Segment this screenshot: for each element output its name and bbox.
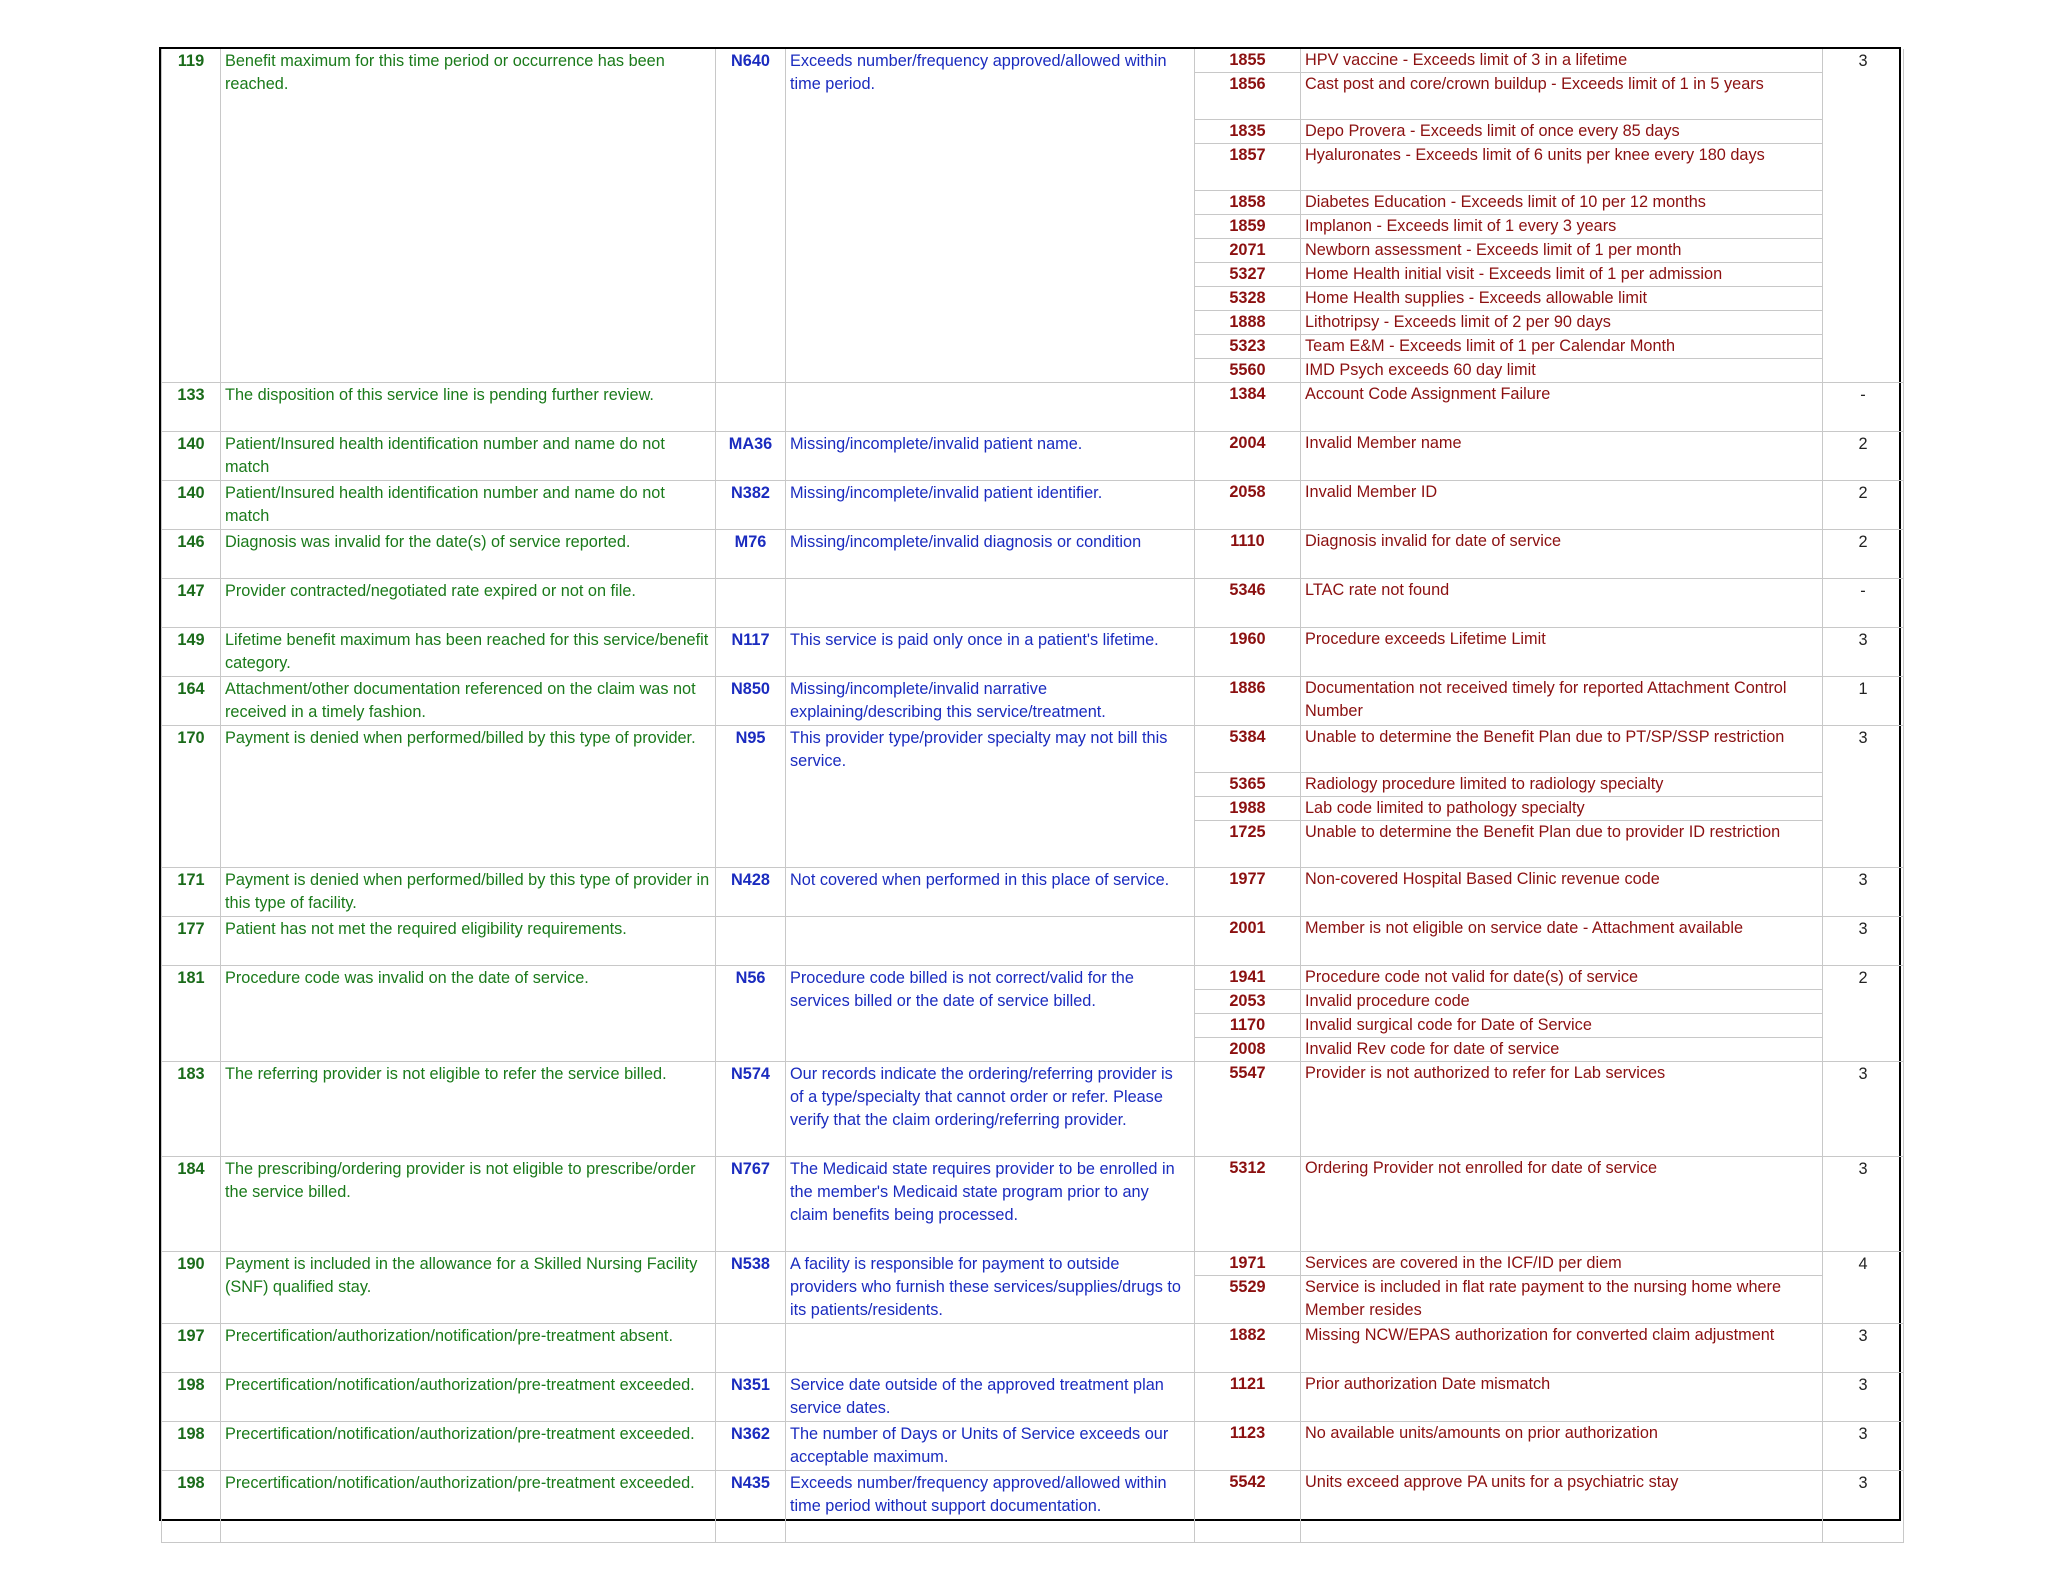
rarc-description: [786, 383, 1195, 432]
rarc-description: Not covered when performed in this place of service.: [786, 868, 1195, 917]
carc-code: 119: [162, 49, 221, 383]
edit-code: 2058: [1229, 483, 1266, 501]
priority: 3: [1823, 1324, 1904, 1373]
table-body: [162, 49, 1904, 1543]
edit-code: 5327: [1195, 263, 1300, 287]
edit-description-cell: [1301, 49, 1823, 383]
table-row: [162, 1324, 1904, 1373]
edit-description: Invalid Member ID: [1305, 483, 1438, 501]
code-table: [161, 49, 1904, 1543]
carc-description: Payment is included in the allowance for a Skilled Nursing Facility (SNF) qualified stay.: [221, 1252, 716, 1324]
edit-code: 5323: [1195, 335, 1300, 359]
edit-description-cell: [1301, 383, 1823, 432]
edit-code: 5560: [1229, 361, 1266, 379]
priority: -: [1823, 383, 1904, 432]
priority: -: [1823, 579, 1904, 628]
edit-code: 1971: [1195, 1252, 1300, 1276]
edit-description: Invalid Member name: [1305, 434, 1462, 452]
priority: 3: [1823, 917, 1904, 966]
edit-code: 2004: [1229, 434, 1266, 452]
edit-description: Cast post and core/crown buildup - Exceeds limit of 1 in 5 years: [1301, 73, 1822, 120]
priority: 3: [1823, 1422, 1904, 1471]
rarc-code: N850: [716, 677, 786, 726]
priority: 2: [1823, 530, 1904, 579]
edit-code: 2071: [1195, 239, 1300, 263]
carc-code: 140: [162, 481, 221, 530]
edit-description-cell: [1301, 726, 1823, 868]
edit-code-cell: [1195, 530, 1301, 579]
carc-description: Provider contracted/negotiated rate expired or not on file.: [221, 579, 716, 628]
edit-code: 2008: [1229, 1040, 1266, 1058]
edit-description-cell: [1301, 530, 1823, 579]
carc-description: Precertification/notification/authorization/pre-treatment exceeded.: [221, 1373, 716, 1422]
edit-description-cell: [1301, 917, 1823, 966]
carc-code: 171: [162, 868, 221, 917]
table-row: [162, 49, 1904, 383]
priority: 2: [1823, 432, 1904, 481]
carc-description: Patient has not met the required eligibility requirements.: [221, 917, 716, 966]
edit-description: Unable to determine the Benefit Plan due to provider ID restriction: [1305, 823, 1781, 841]
edit-code-cell: [1195, 868, 1301, 917]
carc-description: Procedure code was invalid on the date of service.: [221, 966, 716, 1062]
carc-code: 198: [162, 1373, 221, 1422]
edit-code-cell: [1195, 628, 1301, 677]
edit-description-cell: [1301, 628, 1823, 677]
priority: 1: [1823, 677, 1904, 726]
edit-description: Lab code limited to pathology specialty: [1301, 797, 1822, 821]
edit-code-cell: [1195, 1252, 1301, 1324]
carc-description: Payment is denied when performed/billed by this type of provider in this type of facility.: [221, 868, 716, 917]
edit-description: Implanon - Exceeds limit of 1 every 3 years: [1301, 215, 1822, 239]
table-row: [162, 1373, 1904, 1422]
edit-code: 2001: [1229, 919, 1266, 937]
rarc-description: Exceeds number/frequency approved/allowed within time period.: [786, 49, 1195, 383]
rarc-description: The Medicaid state requires provider to be enrolled in the member's Medicaid state program prior to any claim benefits being processed.: [786, 1157, 1195, 1252]
carc-description: Precertification/notification/authorization/pre-treatment exceeded.: [221, 1471, 716, 1543]
rarc-code: N56: [716, 966, 786, 1062]
edit-code: 1941: [1195, 966, 1300, 990]
edit-description: Radiology procedure limited to radiology specialty: [1301, 773, 1822, 797]
edit-code: 1977: [1229, 870, 1266, 888]
rarc-code: N382: [716, 481, 786, 530]
rarc-code: N767: [716, 1157, 786, 1252]
edit-description-cell: [1301, 432, 1823, 481]
edit-code: 1121: [1229, 1375, 1266, 1393]
priority: 4: [1823, 1252, 1904, 1324]
edit-code: 1856: [1195, 73, 1300, 120]
edit-code: 5384: [1195, 726, 1300, 773]
carc-code: 146: [162, 530, 221, 579]
rarc-code: N428: [716, 868, 786, 917]
edit-description-cell: [1301, 1252, 1823, 1324]
carc-description: Attachment/other documentation referenced on the claim was not received in a timely fashion.: [221, 677, 716, 726]
edit-description: LTAC rate not found: [1305, 581, 1450, 599]
priority: 3: [1823, 1373, 1904, 1422]
edit-description: Procedure exceeds Lifetime Limit: [1305, 630, 1546, 648]
carc-code: 177: [162, 917, 221, 966]
edit-description: Diabetes Education - Exceeds limit of 10 per 12 months: [1301, 191, 1822, 215]
rarc-description: Missing/incomplete/invalid patient identifier.: [786, 481, 1195, 530]
carc-description: The referring provider is not eligible to refer the service billed.: [221, 1062, 716, 1157]
rarc-description: [786, 579, 1195, 628]
edit-code: 1988: [1195, 797, 1300, 821]
edit-code-cell: [1195, 579, 1301, 628]
edit-code: 1384: [1229, 385, 1266, 403]
edit-code: 1888: [1195, 311, 1300, 335]
table-row: [162, 579, 1904, 628]
carc-description: Diagnosis was invalid for the date(s) of service reported.: [221, 530, 716, 579]
edit-description: Invalid surgical code for Date of Service: [1301, 1014, 1822, 1038]
carc-description: The disposition of this service line is pending further review.: [221, 383, 716, 432]
edit-description: Account Code Assignment Failure: [1305, 385, 1551, 403]
edit-code: 5542: [1229, 1473, 1266, 1491]
table-row: [162, 628, 1904, 677]
edit-code-cell: [1195, 49, 1301, 383]
edit-description-cell: [1301, 1157, 1823, 1252]
adjustment-code-table: [159, 47, 1901, 1521]
priority: 3: [1823, 49, 1904, 383]
rarc-description: This provider type/provider specialty may not bill this service.: [786, 726, 1195, 868]
edit-description-cell: [1301, 579, 1823, 628]
edit-description: Procedure code not valid for date(s) of service: [1301, 966, 1822, 990]
edit-code-cell: [1195, 1324, 1301, 1373]
rarc-code: N117: [716, 628, 786, 677]
edit-code-cell: [1195, 383, 1301, 432]
edit-code-cell: [1195, 726, 1301, 868]
table-row: [162, 917, 1904, 966]
rarc-code: N95: [716, 726, 786, 868]
edit-code-cell: [1195, 1157, 1301, 1252]
carc-code: 183: [162, 1062, 221, 1157]
edit-description: Diagnosis invalid for date of service: [1305, 532, 1562, 550]
rarc-code: N538: [716, 1252, 786, 1324]
edit-description-cell: [1301, 966, 1823, 1062]
table-row: [162, 868, 1904, 917]
edit-description-cell: [1301, 1471, 1823, 1543]
carc-code: 181: [162, 966, 221, 1062]
edit-description: Invalid procedure code: [1301, 990, 1822, 1014]
carc-description: Lifetime benefit maximum has been reached for this service/benefit category.: [221, 628, 716, 677]
carc-description: Precertification/authorization/notification/pre-treatment absent.: [221, 1324, 716, 1373]
edit-code: 1882: [1229, 1326, 1266, 1344]
edit-description: Team E&M - Exceeds limit of 1 per Calendar Month: [1301, 335, 1822, 359]
edit-description: Provider is not authorized to refer for Lab services: [1305, 1064, 1666, 1082]
rarc-description: Service date outside of the approved treatment plan service dates.: [786, 1373, 1195, 1422]
priority: 3: [1823, 1471, 1904, 1543]
rarc-code: [716, 1324, 786, 1373]
carc-description: Patient/Insured health identification number and name do not match: [221, 432, 716, 481]
edit-description: Unable to determine the Benefit Plan due to PT/SP/SSP restriction: [1301, 726, 1822, 773]
edit-description: Missing NCW/EPAS authorization for converted claim adjustment: [1305, 1326, 1775, 1344]
table-row: [162, 1062, 1904, 1157]
carc-code: 133: [162, 383, 221, 432]
edit-description-cell: [1301, 1324, 1823, 1373]
table-row: [162, 1471, 1904, 1543]
rarc-code: N351: [716, 1373, 786, 1422]
carc-description: Patient/Insured health identification number and name do not match: [221, 481, 716, 530]
carc-description: The prescribing/ordering provider is not eligible to prescribe/order the service billed.: [221, 1157, 716, 1252]
edit-description: Documentation not received timely for reported Attachment Control Number: [1305, 679, 1787, 720]
priority: 2: [1823, 481, 1904, 530]
edit-code: 1725: [1229, 823, 1266, 841]
edit-description-cell: [1301, 1062, 1823, 1157]
edit-description: No available units/amounts on prior authorization: [1305, 1424, 1658, 1442]
rarc-code: MA36: [716, 432, 786, 481]
table-row: [162, 530, 1904, 579]
edit-description: HPV vaccine - Exceeds limit of 3 in a lifetime: [1301, 49, 1822, 73]
priority: 3: [1823, 1157, 1904, 1252]
rarc-code: [716, 579, 786, 628]
edit-code: 1859: [1195, 215, 1300, 239]
rarc-description: The number of Days or Units of Service exceeds our acceptable maximum.: [786, 1422, 1195, 1471]
edit-code: 5529: [1229, 1278, 1266, 1296]
rarc-description: This service is paid only once in a patient's lifetime.: [786, 628, 1195, 677]
edit-description-cell: [1301, 677, 1823, 726]
edit-code-cell: [1195, 966, 1301, 1062]
rarc-code: [716, 383, 786, 432]
edit-code-cell: [1195, 1062, 1301, 1157]
edit-code-cell: [1195, 917, 1301, 966]
table-row: [162, 432, 1904, 481]
rarc-description: Exceeds number/frequency approved/allowed within time period without support documentation.: [786, 1471, 1195, 1543]
table-row: [162, 1157, 1904, 1252]
edit-code: 1960: [1229, 630, 1266, 648]
edit-description: Member is not eligible on service date - Attachment available: [1305, 919, 1744, 937]
edit-code-cell: [1195, 1471, 1301, 1543]
edit-code: 1886: [1229, 679, 1266, 697]
edit-code: 5346: [1229, 581, 1266, 599]
carc-description: Benefit maximum for this time period or occurrence has been reached.: [221, 49, 716, 383]
rarc-code: M76: [716, 530, 786, 579]
edit-code: 1835: [1195, 120, 1300, 144]
rarc-code: N435: [716, 1471, 786, 1543]
table-row: [162, 1422, 1904, 1471]
rarc-description: A facility is responsible for payment to outside providers who furnish these services/supplies/drugs to its patients/residents.: [786, 1252, 1195, 1324]
edit-description: Prior authorization Date mismatch: [1305, 1375, 1551, 1393]
rarc-description: Missing/incomplete/invalid patient name.: [786, 432, 1195, 481]
priority: 2: [1823, 966, 1904, 1062]
edit-description: Hyaluronates - Exceeds limit of 6 units per knee every 180 days: [1301, 144, 1822, 191]
rarc-description: [786, 917, 1195, 966]
edit-description: Newborn assessment - Exceeds limit of 1 per month: [1301, 239, 1822, 263]
rarc-description: Missing/incomplete/invalid diagnosis or condition: [786, 530, 1195, 579]
table-row: [162, 1252, 1904, 1324]
edit-description: Services are covered in the ICF/ID per diem: [1301, 1252, 1822, 1276]
rarc-code: N574: [716, 1062, 786, 1157]
edit-description: Home Health initial visit - Exceeds limit of 1 per admission: [1301, 263, 1822, 287]
edit-code-cell: [1195, 677, 1301, 726]
edit-code: 5312: [1229, 1159, 1266, 1177]
edit-code: 5547: [1229, 1064, 1266, 1082]
edit-code-cell: [1195, 481, 1301, 530]
rarc-description: [786, 1324, 1195, 1373]
rarc-description: Procedure code billed is not correct/valid for the services billed or the date of service billed.: [786, 966, 1195, 1062]
priority: 3: [1823, 868, 1904, 917]
edit-code-cell: [1195, 432, 1301, 481]
edit-description: Non-covered Hospital Based Clinic revenue code: [1305, 870, 1660, 888]
carc-description: Precertification/notification/authorization/pre-treatment exceeded.: [221, 1422, 716, 1471]
edit-code: 1123: [1229, 1424, 1266, 1442]
rarc-code: N362: [716, 1422, 786, 1471]
table-row: [162, 383, 1904, 432]
edit-code: 5328: [1195, 287, 1300, 311]
edit-code: 5365: [1195, 773, 1300, 797]
edit-description-cell: [1301, 868, 1823, 917]
table-row: [162, 677, 1904, 726]
table-row: [162, 481, 1904, 530]
edit-description-cell: [1301, 1373, 1823, 1422]
edit-code: 1110: [1230, 532, 1265, 550]
carc-code: 164: [162, 677, 221, 726]
carc-code: 198: [162, 1471, 221, 1543]
table-row: [162, 726, 1904, 868]
edit-description-cell: [1301, 481, 1823, 530]
carc-code: 190: [162, 1252, 221, 1324]
edit-description-cell: [1301, 1422, 1823, 1471]
carc-code: 149: [162, 628, 221, 677]
edit-code: 1855: [1195, 49, 1300, 73]
rarc-code: N640: [716, 49, 786, 383]
carc-code: 198: [162, 1422, 221, 1471]
edit-code: 1170: [1195, 1014, 1300, 1038]
edit-description: Invalid Rev code for date of service: [1305, 1040, 1560, 1058]
carc-code: 170: [162, 726, 221, 868]
edit-description: Lithotripsy - Exceeds limit of 2 per 90 days: [1301, 311, 1822, 335]
edit-code: 2053: [1195, 990, 1300, 1014]
carc-code: 147: [162, 579, 221, 628]
carc-code: 184: [162, 1157, 221, 1252]
carc-description: Payment is denied when performed/billed by this type of provider.: [221, 726, 716, 868]
rarc-code: [716, 917, 786, 966]
table-row: [162, 966, 1904, 1062]
carc-code: 140: [162, 432, 221, 481]
edit-description: Service is included in flat rate payment to the nursing home where Member resides: [1305, 1278, 1782, 1319]
priority: 3: [1823, 628, 1904, 677]
edit-description: IMD Psych exceeds 60 day limit: [1305, 361, 1536, 379]
edit-code-cell: [1195, 1422, 1301, 1471]
edit-code: 1858: [1195, 191, 1300, 215]
priority: 3: [1823, 1062, 1904, 1157]
edit-description: Units exceed approve PA units for a psychiatric stay: [1305, 1473, 1679, 1491]
priority: 3: [1823, 726, 1904, 868]
edit-code-cell: [1195, 1373, 1301, 1422]
carc-code: 197: [162, 1324, 221, 1373]
edit-description: Home Health supplies - Exceeds allowable limit: [1301, 287, 1822, 311]
edit-description: Ordering Provider not enrolled for date of service: [1305, 1159, 1658, 1177]
rarc-description: Our records indicate the ordering/referring provider is of a type/specialty that cannot order or refer. Please verify that the claim ordering/referring provider.: [786, 1062, 1195, 1157]
edit-description: Depo Provera - Exceeds limit of once every 85 days: [1301, 120, 1822, 144]
edit-code: 1857: [1195, 144, 1300, 191]
rarc-description: Missing/incomplete/invalid narrative explaining/describing this service/treatment.: [786, 677, 1195, 726]
